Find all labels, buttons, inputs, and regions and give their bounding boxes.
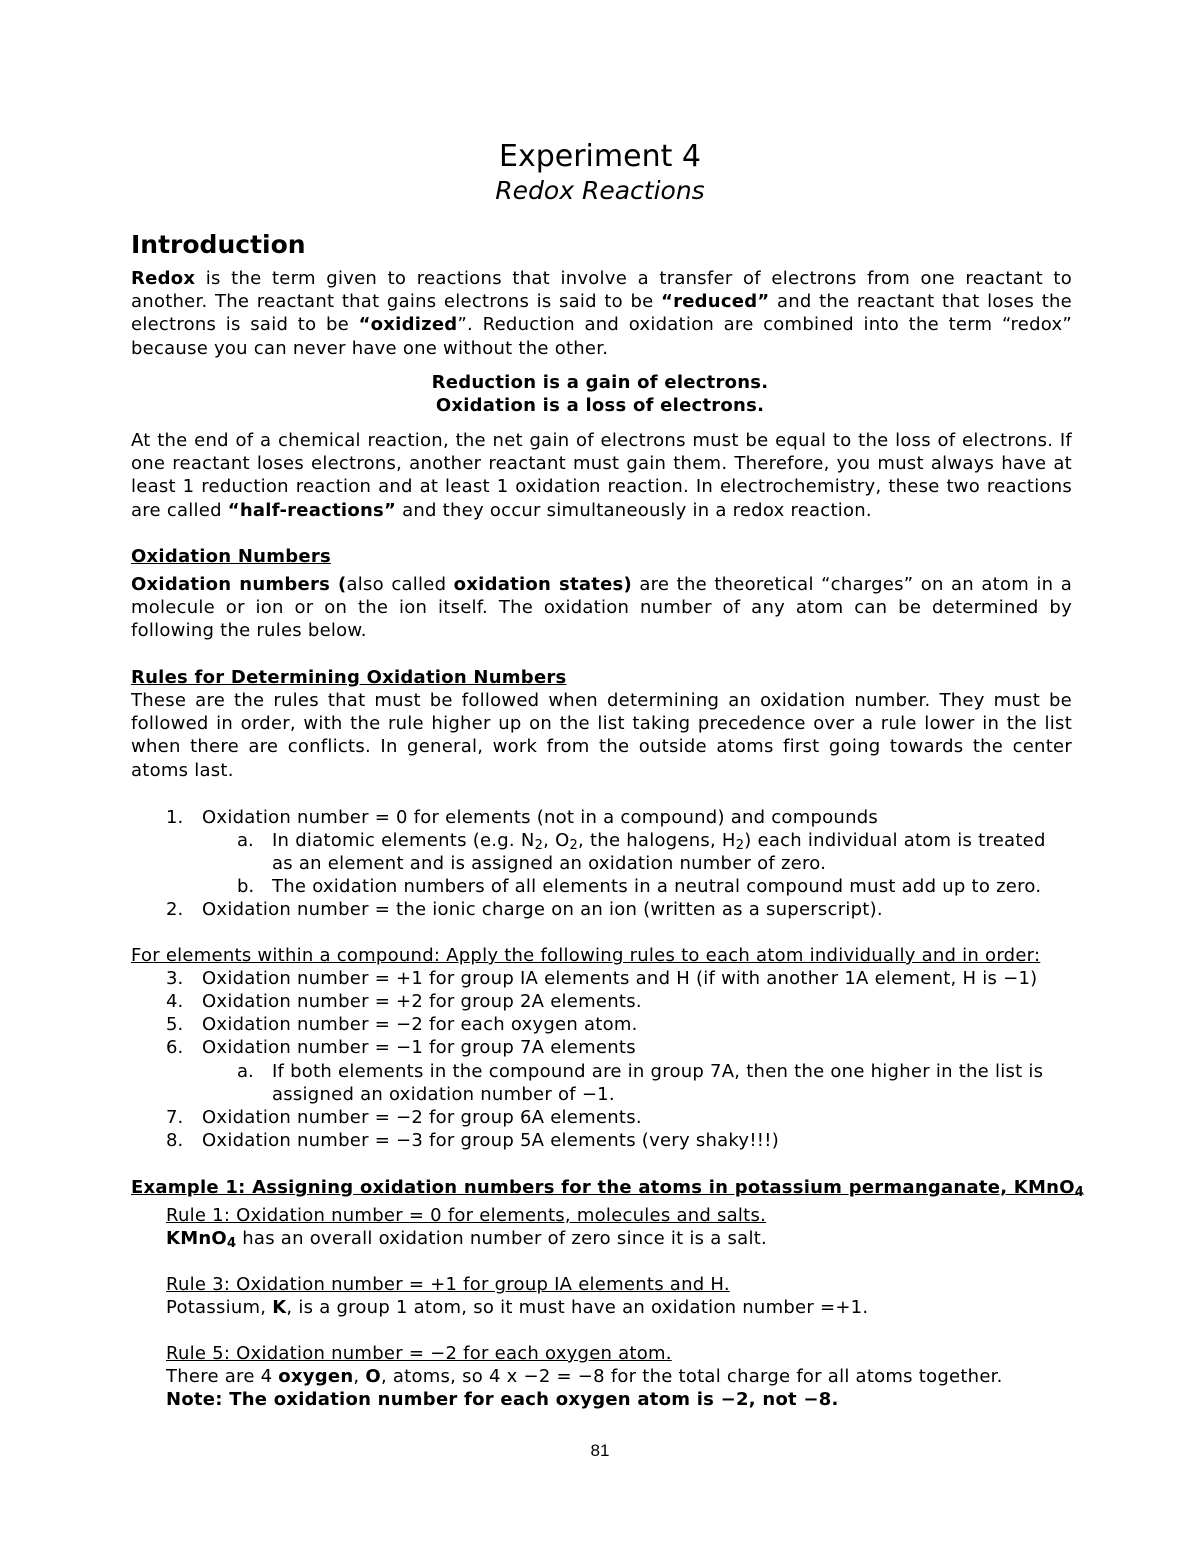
example-rule-1-text: [166, 1227, 767, 1250]
rule-number: 8.: [166, 1130, 184, 1151]
rule-1a-text: [272, 829, 1046, 852]
section-heading-introduction: Introduction: [131, 230, 306, 259]
symbol: K: [272, 1297, 287, 1318]
text: also called: [346, 574, 454, 595]
subscript: 2: [569, 838, 579, 853]
example-rule-1-title: Rule 1: Oxidation number = 0 for elements, molecules and salts.: [166, 1205, 767, 1226]
rule-7-text: Oxidation number = −2 for group 6A elements.: [202, 1107, 642, 1128]
symbol: O: [365, 1366, 381, 1387]
term-oxygen: oxygen: [278, 1366, 354, 1387]
text: In diatomic elements (e.g. N: [272, 830, 535, 851]
term-oxidation-numbers: Oxidation numbers (: [131, 574, 347, 595]
rule-number: 4.: [166, 991, 184, 1012]
example-rule-3-title: Rule 3: Oxidation number = +1 for group IA elements and H.: [166, 1274, 730, 1295]
rule-2-text: Oxidation number = the ionic charge on an ion (written as a superscript).: [202, 899, 883, 920]
rule-1a-continuation: as an element and is assigned an oxidation number of zero.: [272, 853, 827, 874]
text: There are 4: [166, 1366, 279, 1387]
rule-number: 2.: [166, 899, 184, 920]
definition-reduction: Reduction is a gain of electrons.: [431, 372, 769, 393]
section-heading-oxidation-numbers: [131, 545, 1072, 568]
rule-number: 7.: [166, 1107, 184, 1128]
subscript: 2: [735, 838, 745, 853]
term-redox: Redox: [131, 268, 196, 289]
rule-5-text: Oxidation number = −2 for each oxygen atom.: [202, 1014, 638, 1035]
rule-number: 5.: [166, 1014, 184, 1035]
rule-6-text: Oxidation number = −1 for group 7A elements: [202, 1037, 636, 1058]
heading-text: Oxidation Numbers: [131, 546, 331, 567]
rule-letter: a.: [237, 1061, 254, 1082]
half-reactions-paragraph: [131, 429, 1072, 522]
term-reduced: “reduced”: [660, 291, 770, 313]
example-rule-5-text: [166, 1365, 1003, 1388]
term-oxidation-states: oxidation states): [453, 574, 632, 595]
text: At the end of a chemical reaction, the net gain of electrons must be equal to the loss of electrons. If one reactant loses electrons, another reactant must gain them. Therefore, you must always have at least 1 reduction reaction and at least 1 oxidation reaction. In electrochemistry, these two reactions are called: [131, 430, 1072, 521]
term-oxidized: “oxidized: [358, 314, 458, 336]
term-half-reactions: “half-reactions”: [227, 499, 397, 521]
example-1-heading: [131, 1176, 1084, 1199]
page-subtitle: Redox Reactions: [495, 176, 705, 205]
formula: KMnO: [166, 1228, 227, 1249]
rule-4-text: Oxidation number = +2 for group 2A elements.: [202, 991, 642, 1012]
text: , atoms, so 4 x −2 = −8 for the total charge for all atoms together.: [380, 1366, 1003, 1387]
example-note: Note: The oxidation number for each oxygen atom is −2, not −8.: [166, 1389, 839, 1410]
subscript: 4: [226, 1236, 237, 1251]
subscript: 4: [1074, 1185, 1085, 1200]
text: ) each individual atom is treated: [744, 830, 1046, 851]
text: Potassium,: [166, 1297, 273, 1318]
compound-rules-heading: For elements within a compound: Apply the following rules to each atom individually and in order:: [131, 945, 1041, 966]
rule-number: 3.: [166, 968, 184, 989]
rule-letter: a.: [237, 830, 254, 851]
text: and they occur simultaneously in a redox reaction.: [396, 499, 872, 521]
text: are the theoretical “charges” on an atom in a molecule or ion or on the ion itself. The oxidation number of any atom can be determined by following the rules below.: [131, 574, 1072, 642]
text: ,: [353, 1366, 366, 1387]
rule-6a-text: If both elements in the compound are in group 7A, then the one higher in the list is: [272, 1061, 1044, 1082]
example-rule-5-title: Rule 5: Oxidation number = −2 for each oxygen atom.: [166, 1343, 672, 1364]
rule-1-text: Oxidation number = 0 for elements (not in a compound) and compounds: [202, 807, 879, 828]
rule-number: 6.: [166, 1037, 184, 1058]
rule-8-text: Oxidation number = −3 for group 5A elements (very shaky!!!): [202, 1130, 779, 1151]
heading-text: Rules for Determining Oxidation Numbers: [131, 667, 567, 688]
text: Example 1: Assigning oxidation numbers for the atoms in potassium permanganate, KMnO: [131, 1177, 1075, 1198]
rule-number: 1.: [166, 807, 184, 828]
text: , is a group 1 atom, so it must have an oxidation number =+1.: [286, 1297, 869, 1318]
text: has an overall oxidation number of zero since it is a salt.: [236, 1228, 767, 1249]
example-rule-3-text: [166, 1296, 868, 1319]
text: , the halogens, H: [578, 830, 736, 851]
rule-6a-continuation: assigned an oxidation number of −1.: [272, 1084, 615, 1105]
subscript: 2: [534, 838, 544, 853]
rule-letter: b.: [237, 876, 255, 897]
text: ”. Reduction and oxidation are combined into the term “redox” because you can never have one without the other.: [131, 314, 1072, 359]
rule-3-text: Oxidation number = +1 for group IA elements and H (if with another 1A element, H is −1): [202, 968, 1038, 989]
text: and the reactant that loses the electrons is said to be: [131, 291, 1073, 336]
rules-intro-paragraph: These are the rules that must be followed when determining an oxidation number. They must be followed in order, with the rule higher up on the list taking precedence over a rule lower in the list when there are conflicts. In general, work from the outside atoms first going towards the center atoms last.: [131, 690, 1072, 781]
intro-paragraph: [131, 267, 1072, 360]
page-number: 81: [590, 1441, 610, 1460]
oxidation-numbers-paragraph: [131, 573, 1072, 643]
definition-oxidation: Oxidation is a loss of electrons.: [435, 395, 765, 416]
page-title: Experiment 4: [499, 139, 701, 174]
text: , O: [543, 830, 570, 851]
text: is the term given to reactions that involve a transfer of electrons from one reactant to another. The reactant that gains electrons is said to be: [131, 268, 1072, 313]
rule-1b-text: The oxidation numbers of all elements in a neutral compound must add up to zero.: [272, 876, 1042, 897]
section-heading-rules: [131, 666, 1072, 689]
